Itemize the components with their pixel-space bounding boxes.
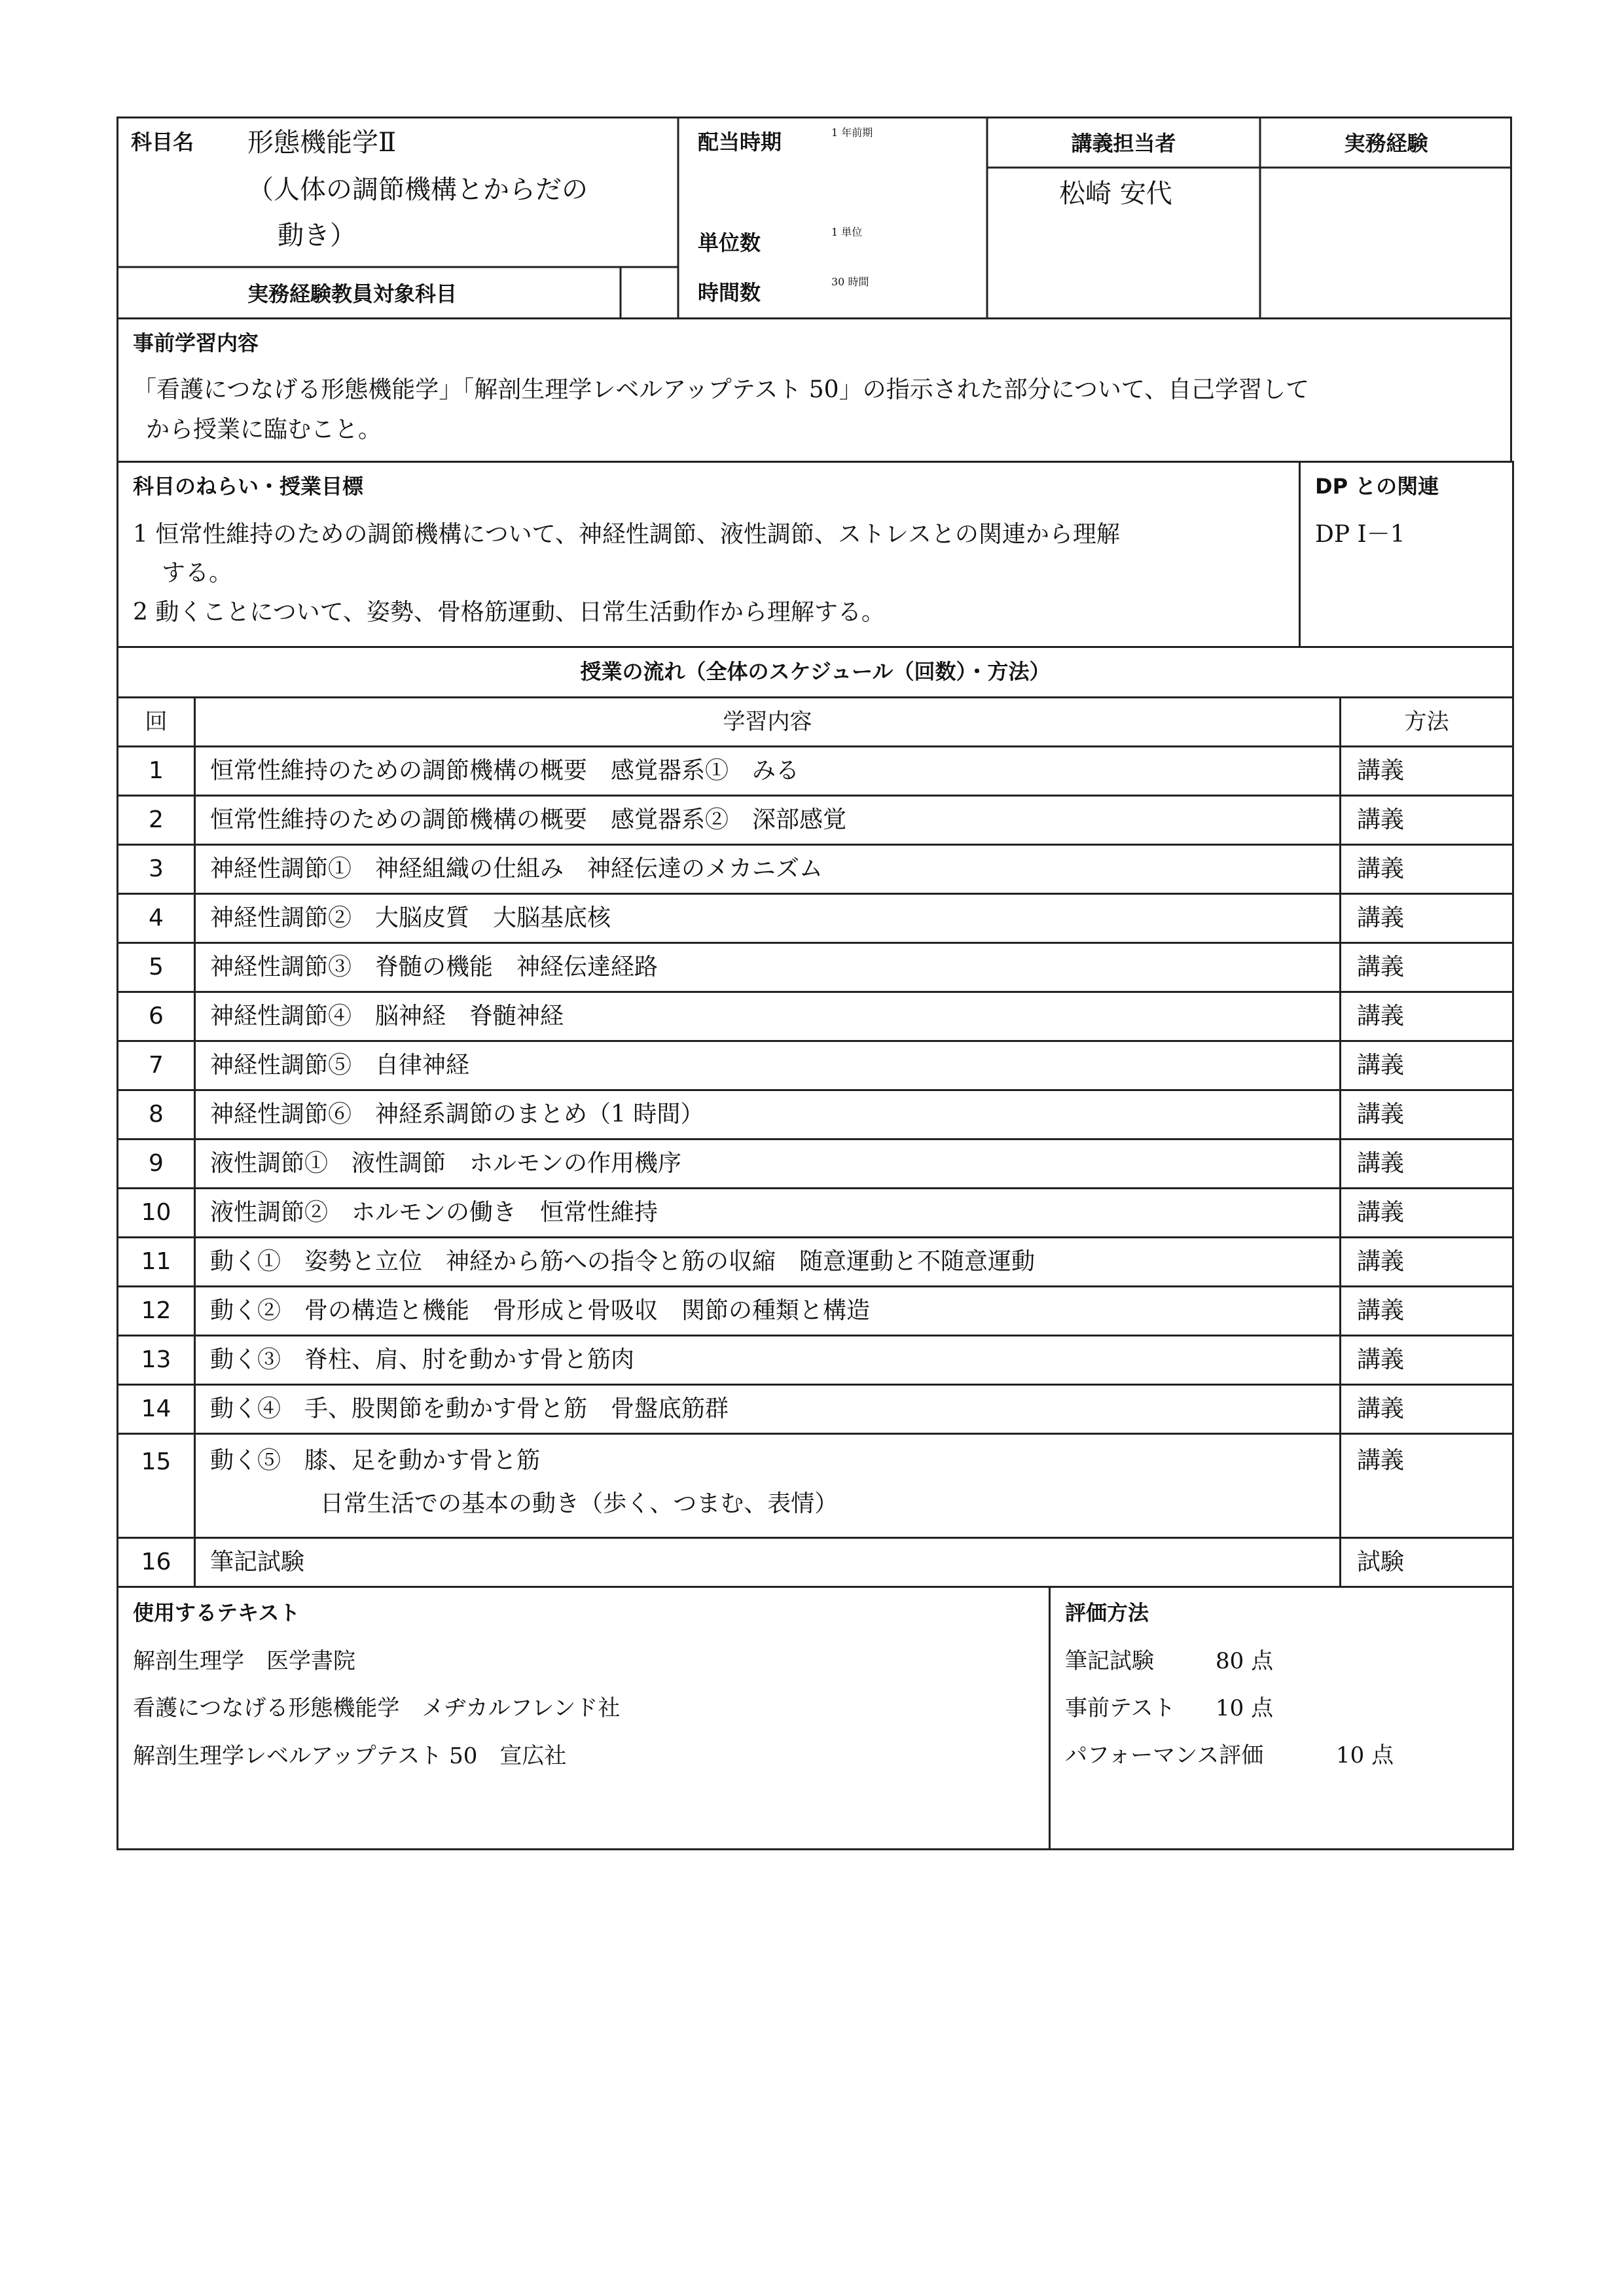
row-number: 14 <box>118 1385 195 1434</box>
prep-line1: 「看護につなげる形態機能学」「解剖生理学レベルアップテスト 50」の指示された部分について、自己学習して <box>133 376 1310 403</box>
row-content: 神経性調節⑥ 神経系調節のまとめ（1 時間） <box>195 1090 1341 1139</box>
texts-evaluation-table <box>117 1586 1514 1850</box>
row-number: 11 <box>118 1238 195 1287</box>
aims-item1-line2: する。 <box>162 560 233 587</box>
evaluation-points: 10 点 <box>1216 1695 1274 1721</box>
row-method: 講義 <box>1341 1385 1513 1434</box>
col-num-header: 回 <box>118 698 195 747</box>
table-row <box>118 1434 1513 1538</box>
schedule-header-row <box>118 698 1513 747</box>
row-content: 動く④ 手、股関節を動かす骨と筋 骨盤底筋群 <box>195 1385 1341 1434</box>
evaluation-points: 80 点 <box>1216 1647 1274 1674</box>
prep-line2: から授業に臨むこと。 <box>146 416 382 444</box>
credits-label: 単位数 <box>698 230 761 255</box>
row-number: 3 <box>118 845 195 894</box>
prep-label: 事前学習内容 <box>133 331 259 355</box>
row-number: 8 <box>118 1090 195 1139</box>
row-method: 講義 <box>1341 1434 1513 1538</box>
credits-value: 1 単位 <box>831 226 863 238</box>
row-content: 神経性調節⑤ 自律神経 <box>195 1041 1341 1090</box>
table-row <box>118 747 1513 796</box>
term-value: 1 年前期 <box>831 126 873 139</box>
row-method: 講義 <box>1341 943 1513 992</box>
table-row <box>118 894 1513 943</box>
subject-name-line3: 動き） <box>278 221 356 251</box>
texts-label: 使用するテキスト <box>133 1600 300 1625</box>
row-number: 7 <box>118 1041 195 1090</box>
row-method: 試験 <box>1341 1538 1513 1587</box>
table-row <box>118 992 1513 1041</box>
row15-line1: 動く⑤ 膝、足を動かす骨と筋 <box>210 1447 541 1474</box>
table-row <box>118 1189 1513 1238</box>
table-row <box>118 1238 1513 1287</box>
row-number: 13 <box>118 1336 195 1385</box>
evaluation-name: 事前テスト <box>1065 1695 1176 1721</box>
row-number: 16 <box>118 1538 195 1587</box>
aims-item1-line1: 1 恒常性維持のための調節機構について、神経性調節、液性調節、ストレスとの関連から理解 <box>133 520 1120 548</box>
syllabus-page <box>117 117 1512 1850</box>
row-method: 講義 <box>1341 845 1513 894</box>
instructor-label: 講義担当者 <box>1071 131 1176 156</box>
aims-item2: 2 動くことについて、姿勢、骨格筋運動、日常生活動作から理解する。 <box>133 599 885 626</box>
row-content: 液性調節① 液性調節 ホルモンの作用機序 <box>195 1139 1341 1189</box>
row-content <box>195 1434 1341 1538</box>
row-method: 講義 <box>1341 1189 1513 1238</box>
row-method: 講義 <box>1341 894 1513 943</box>
row-number: 4 <box>118 894 195 943</box>
header-block <box>117 117 1512 319</box>
schedule-table <box>117 646 1514 1588</box>
row-content: 液性調節② ホルモンの働き 恒常性維持 <box>195 1189 1341 1238</box>
schedule-title: 授業の流れ（全体のスケジュール（回数）・方法） <box>118 647 1513 698</box>
row-content: 神経性調節① 神経組織の仕組み 神経伝達のメカニズム <box>195 845 1341 894</box>
row-number: 1 <box>118 747 195 796</box>
table-row <box>118 1287 1513 1336</box>
row-method: 講義 <box>1341 1336 1513 1385</box>
row-content: 動く③ 脊柱、肩、肘を動かす骨と筋肉 <box>195 1336 1341 1385</box>
row-number: 2 <box>118 796 195 845</box>
prep-table <box>117 317 1512 463</box>
row-number: 9 <box>118 1139 195 1189</box>
hours-value: 30 時間 <box>831 276 869 288</box>
text-item: 看護につなげる形態機能学 メヂカルフレンド社 <box>133 1695 621 1722</box>
aims-table <box>117 461 1514 648</box>
text-item: 解剖生理学レベルアップテスト 50 宣広社 <box>133 1742 567 1769</box>
table-row <box>118 1538 1513 1587</box>
subject-name-line1: 形態機能学Ⅱ <box>247 128 397 158</box>
hours-label: 時間数 <box>698 280 761 305</box>
col-content-header: 学習内容 <box>195 698 1341 747</box>
row-content: 動く② 骨の構造と機能 骨形成と骨吸収 関節の種類と構造 <box>195 1287 1341 1336</box>
row-method: 講義 <box>1341 796 1513 845</box>
evaluation-name: パフォーマンス評価 <box>1065 1742 1264 1768</box>
row-method: 講義 <box>1341 1090 1513 1139</box>
row15-line2: 日常生活での基本の動き（歩く、つまむ、表情） <box>320 1490 839 1517</box>
table-row <box>118 845 1513 894</box>
row-method: 講義 <box>1341 1139 1513 1189</box>
evaluation-name: 筆記試験 <box>1065 1647 1154 1674</box>
instructor-value: 松崎 安代 <box>1059 179 1172 209</box>
row-content: 神経性調節③ 脊髄の機能 神経伝達経路 <box>195 943 1341 992</box>
row-method: 講義 <box>1341 1287 1513 1336</box>
evaluation-item <box>1065 1738 1498 1772</box>
row-content: 神経性調節④ 脳神経 脊髄神経 <box>195 992 1341 1041</box>
practical-subject-label: 実務経験教員対象科目 <box>247 281 458 306</box>
evaluation-item <box>1065 1691 1498 1725</box>
row-method: 講義 <box>1341 747 1513 796</box>
row-method: 講義 <box>1341 992 1513 1041</box>
row-content: 恒常性維持のための調節機構の概要 感覚器系① みる <box>195 747 1341 796</box>
row-content: 筆記試験 <box>195 1538 1341 1587</box>
subject-label: 科目名 <box>131 130 194 154</box>
table-row <box>118 1139 1513 1189</box>
row-number: 10 <box>118 1189 195 1238</box>
row-number: 12 <box>118 1287 195 1336</box>
row-number: 6 <box>118 992 195 1041</box>
aims-label: 科目のねらい・授業目標 <box>133 474 364 499</box>
evaluation-points: 10 点 <box>1336 1742 1394 1768</box>
evaluation-label: 評価方法 <box>1065 1600 1149 1625</box>
dp-value: DP Ⅰ－1 <box>1315 520 1405 548</box>
text-item: 解剖生理学 医学書院 <box>133 1647 355 1674</box>
row-content: 恒常性維持のための調節機構の概要 感覚器系② 深部感覚 <box>195 796 1341 845</box>
table-row <box>118 1385 1513 1434</box>
row-content: 動く① 姿勢と立位 神経から筋への指令と筋の収縮 随意運動と不随意運動 <box>195 1238 1341 1287</box>
experience-label: 実務経験 <box>1344 131 1428 156</box>
row-method: 講義 <box>1341 1041 1513 1090</box>
table-row <box>118 1336 1513 1385</box>
row-number: 15 <box>118 1434 195 1538</box>
table-row <box>118 943 1513 992</box>
table-row <box>118 1041 1513 1090</box>
row-method: 講義 <box>1341 1238 1513 1287</box>
row-number: 5 <box>118 943 195 992</box>
col-method-header: 方法 <box>1341 698 1513 747</box>
table-row <box>118 1090 1513 1139</box>
evaluation-item <box>1065 1644 1498 1678</box>
table-row <box>118 796 1513 845</box>
row-content: 神経性調節② 大脳皮質 大脳基底核 <box>195 894 1341 943</box>
term-label: 配当時期 <box>698 130 782 154</box>
subject-name-line2: （人体の調節機構とからだの <box>247 175 588 205</box>
dp-label: DP との関連 <box>1315 474 1439 499</box>
